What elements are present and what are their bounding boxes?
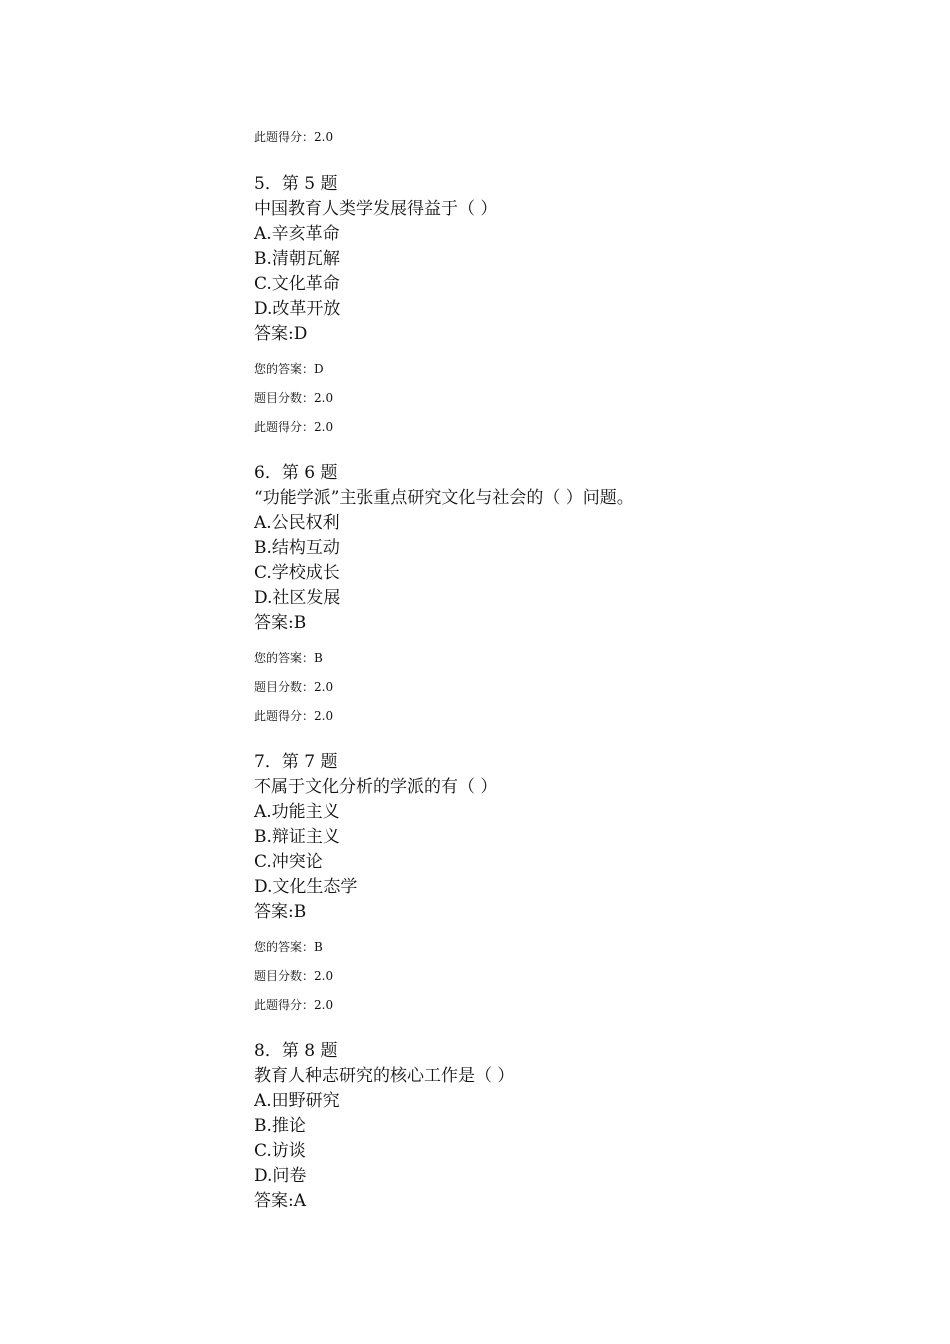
option-b: B.辩证主义 [254,827,340,847]
question-stem: 不属于文化分析的学派的有（ ） [254,777,498,797]
option-a: A.田野研究 [254,1091,340,1111]
correct-answer: 答案:A [254,1191,307,1211]
question-heading: 7．第 7 题 [254,752,338,772]
option-b: B.清朝瓦解 [254,249,340,269]
option-b: B.结构互动 [254,538,340,558]
question-score: 题目分数：2.0 [254,391,334,405]
previous-obtained-score: 此题得分：2.0 [254,130,334,144]
correct-answer: 答案:B [254,613,307,633]
question-stem: 中国教育人类学发展得益于（ ） [254,199,498,219]
question-heading: 8．第 8 题 [254,1041,338,1061]
option-b: B.推论 [254,1116,306,1136]
obtained-score: 此题得分：2.0 [254,420,334,434]
question-stem: “功能学派”主张重点研究文化与社会的（ ）问题。 [254,488,634,508]
your-answer: 您的答案：B [254,651,323,665]
option-a: A.公民权利 [254,513,340,533]
question-heading: 5．第 5 题 [254,174,338,194]
option-d: D.问卷 [254,1166,307,1186]
question-heading: 6．第 6 题 [254,463,338,483]
option-c: C.文化革命 [254,274,340,294]
question-stem: 教育人种志研究的核心工作是（ ） [254,1066,515,1086]
option-d: D.文化生态学 [254,877,358,897]
obtained-score: 此题得分：2.0 [254,998,334,1012]
option-c: C.访谈 [254,1141,306,1161]
option-d: D.改革开放 [254,299,341,319]
your-answer: 您的答案：D [254,362,324,376]
option-c: C.学校成长 [254,563,340,583]
option-c: C.冲突论 [254,852,323,872]
option-a: A.功能主义 [254,802,340,822]
obtained-score: 此题得分：2.0 [254,709,334,723]
your-answer: 您的答案：B [254,940,323,954]
question-score: 题目分数：2.0 [254,969,334,983]
correct-answer: 答案:D [254,324,308,344]
option-a: A.辛亥革命 [254,224,340,244]
question-score: 题目分数：2.0 [254,680,334,694]
option-d: D.社区发展 [254,588,341,608]
correct-answer: 答案:B [254,902,307,922]
